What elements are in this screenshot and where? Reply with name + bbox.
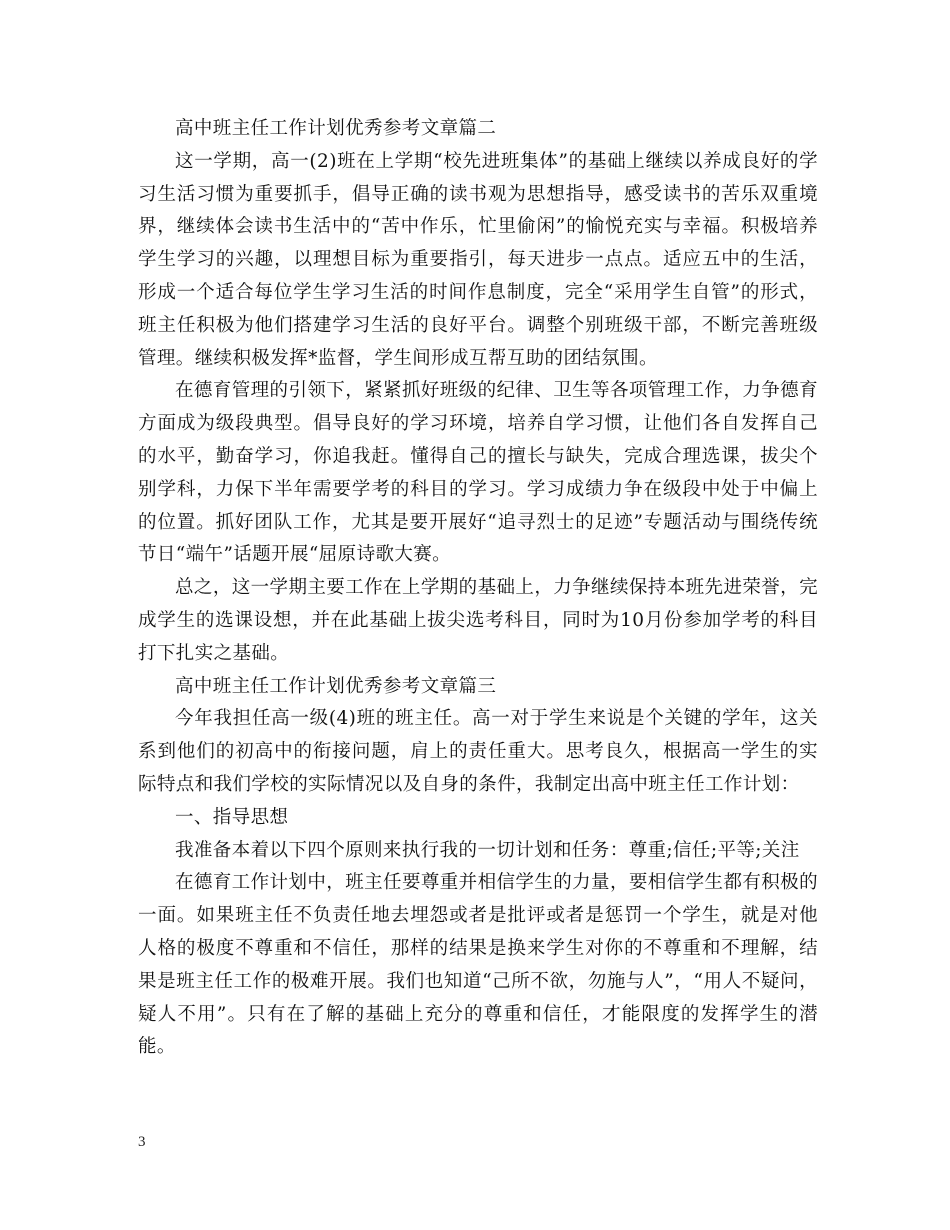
subsection-heading: 一、指导思想 (175, 806, 289, 828)
section-heading-part-three: 高中班主任工作计划优秀参考文章篇三 (175, 675, 497, 697)
section-heading-part-two: 高中班主任工作计划优秀参考文章篇二 (175, 118, 497, 139)
page-number: 3 (138, 1134, 146, 1150)
body-paragraph: 总之，这一学期主要工作在上学期的基础上，力争继续保持本班先进荣誉，完成学生的选课设想，并在此基础上拔尖选考科目，同时为10月份参加学考的科目打下扎实之基础。 (138, 577, 818, 664)
body-paragraph: 我准备本着以下四个原则来执行我的一切计划和任务：尊重;信任;平等;关注 (175, 839, 800, 861)
body-paragraph: 在德育工作计划中，班主任要尊重并相信学生的力量，要相信学生都有积极的一面。如果班主任不负责任地去埋怨或者是批评或者是惩罚一个学生，就是对他人格的极度不尊重和不信任，那样的结果是换来学生对你的不尊重和不理解，结果是班主任工作的极难开展。我们也知道“己所不欲，勿施与人”，“用人不疑问，疑人不用”。只有在了解的基础上充分的尊重和信任，才能限度的发挥学生的潜能。 (138, 872, 818, 1058)
body-paragraph: 今年我担任高一级(4)班的班主任。高一对于学生来说是个关键的学年，这关系到他们的初高中的衔接问题，肩上的责任重大。思考良久，根据高一学生的实际特点和我们学校的实际情况以及自身的条件，我制定出高中班主任工作计划： (138, 708, 818, 795)
body-paragraph: 这一学期，高一(2)班在上学期“校先进班集体”的基础上继续以养成良好的学习生活习惯为重要抓手，倡导正确的读书观为思想指导，感受读书的苦乐双重境界，继续体会读书生活中的“苦中作乐，忙里偷闲”的愉悦充实与幸福。积极培养学生学习的兴趣，以理想目标为重要指引，每天进步一点点。适应五中的生活，形成一个适合每位学生学习生活的时间作息制度，完全“采用学生自管”的形式，班主任积极为他们搭建学习生活的良好平台。调整个别班级干部，不断完善班级管理。继续积极发挥*监督，学生间形成互帮互助的团结氛围。 (138, 150, 818, 369)
body-paragraph: 在德育管理的引领下，紧紧抓好班级的纪律、卫生等各项管理工作，力争德育方面成为级段典型。倡导良好的学习环境，培养自学习惯，让他们各自发挥自己的水平，勤奋学习，你追我赶。懂得自己的擅长与缺失，完成合理选课，拔尖个别学科，力保下半年需要学考的科目的学习。学习成绩力争在级段中处于中偏上的位置。抓好团队工作，尤其是要开展好“追寻烈士的足迹”专题活动与围绕传统节日“端午”话题开展“屈原诗歌大赛。 (138, 380, 818, 566)
document-body (138, 113, 818, 1064)
